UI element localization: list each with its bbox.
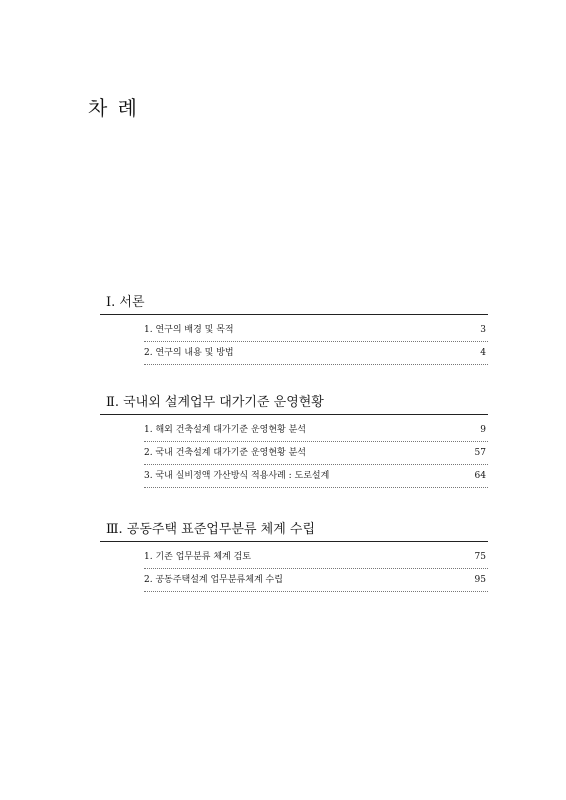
toc-section-1 xyxy=(100,292,488,365)
section-heading: Ⅱ. 국내외 설계업무 대가기준 운영현황 xyxy=(100,392,488,415)
toc-entry-page: 75 xyxy=(474,552,486,562)
toc-section-2 xyxy=(100,392,488,488)
toc-list xyxy=(100,546,488,592)
toc-entry[interactable] xyxy=(144,319,488,342)
toc-entry[interactable] xyxy=(144,342,488,365)
toc-section-3 xyxy=(100,519,488,592)
toc-entry-page: 9 xyxy=(480,425,486,435)
toc-entry-label: 1. 해외 건축설계 대가기준 운영현황 분석 xyxy=(144,425,306,435)
toc-entry[interactable] xyxy=(144,546,488,569)
section-heading: Ⅲ. 공동주택 표준업무분류 체계 수립 xyxy=(100,519,488,542)
document-title: 차 례 xyxy=(88,96,139,120)
toc-entry[interactable] xyxy=(144,465,488,488)
toc-list xyxy=(100,319,488,365)
toc-entry-label: 1. 기존 업무분류 체계 검토 xyxy=(144,552,251,562)
toc-entry-page: 57 xyxy=(474,448,486,458)
toc-list xyxy=(100,419,488,488)
toc-entry-page: 4 xyxy=(480,348,486,358)
toc-entry-label: 3. 국내 실비정액 가산방식 적용사례 : 도로설계 xyxy=(144,471,330,481)
toc-entry[interactable] xyxy=(144,442,488,465)
toc-entry-page: 64 xyxy=(474,471,486,481)
toc-entry-label: 2. 공동주택설계 업무분류체계 수립 xyxy=(144,575,283,585)
toc-entry-label: 2. 국내 건축설계 대가기준 운영현황 분석 xyxy=(144,448,306,458)
toc-entry-page: 3 xyxy=(480,325,486,335)
toc-entry-page: 95 xyxy=(474,575,486,585)
toc-entry-label: 2. 연구의 내용 및 방법 xyxy=(144,348,234,358)
toc-entry-label: 1. 연구의 배경 및 목적 xyxy=(144,325,234,335)
toc-entry[interactable] xyxy=(144,569,488,592)
section-heading: Ⅰ. 서론 xyxy=(100,292,488,315)
toc-entry[interactable] xyxy=(144,419,488,442)
